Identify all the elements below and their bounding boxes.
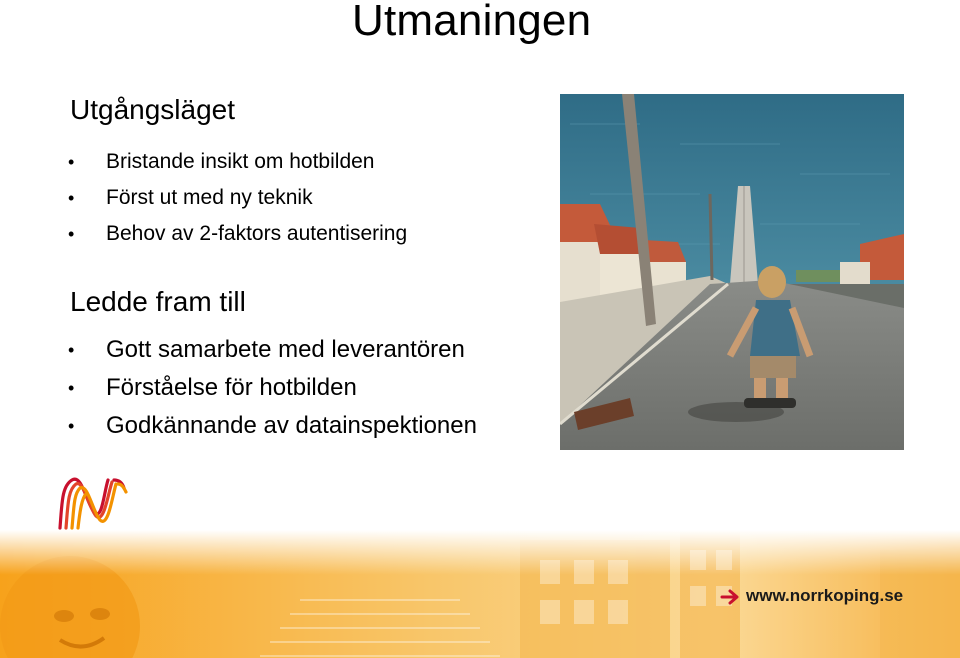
bullet-icon: • (68, 416, 75, 436)
bullet-icon: • (68, 188, 75, 208)
bullet-icon: • (68, 378, 75, 398)
list-item-text: Behov av 2-faktors autentisering (106, 222, 408, 245)
bullet-list-ledde-fram-till (0, 331, 477, 445)
list-item-text: Bristande insikt om hotbilden (106, 150, 375, 173)
section-heading-ledde-fram-till: Ledde fram till (70, 286, 246, 317)
slide-title: Utmaningen (352, 0, 592, 45)
list-item-text: Först ut med ny teknik (106, 186, 313, 209)
list-item (0, 144, 407, 180)
list-item (0, 369, 477, 407)
list-item (0, 180, 407, 216)
list-item-text: Godkännande av datainspektionen (106, 412, 477, 439)
list-item (0, 216, 407, 252)
photo-boy-on-skateboard-icon (560, 94, 904, 450)
list-item (0, 407, 477, 445)
list-item-text: Gott samarbete med leverantören (106, 336, 465, 363)
bullet-list-utgangslaget (0, 144, 407, 252)
arrow-right-icon (720, 588, 742, 606)
bullet-icon: • (68, 340, 75, 360)
list-item-text: Förståelse för hotbilden (106, 374, 357, 401)
list-item (0, 331, 477, 369)
bullet-icon: • (68, 224, 75, 244)
bullet-icon: • (68, 152, 75, 172)
section-heading-utgangslaget: Utgångsläget (70, 94, 236, 125)
footer-url-link[interactable]: www.norrkoping.se (746, 586, 904, 605)
